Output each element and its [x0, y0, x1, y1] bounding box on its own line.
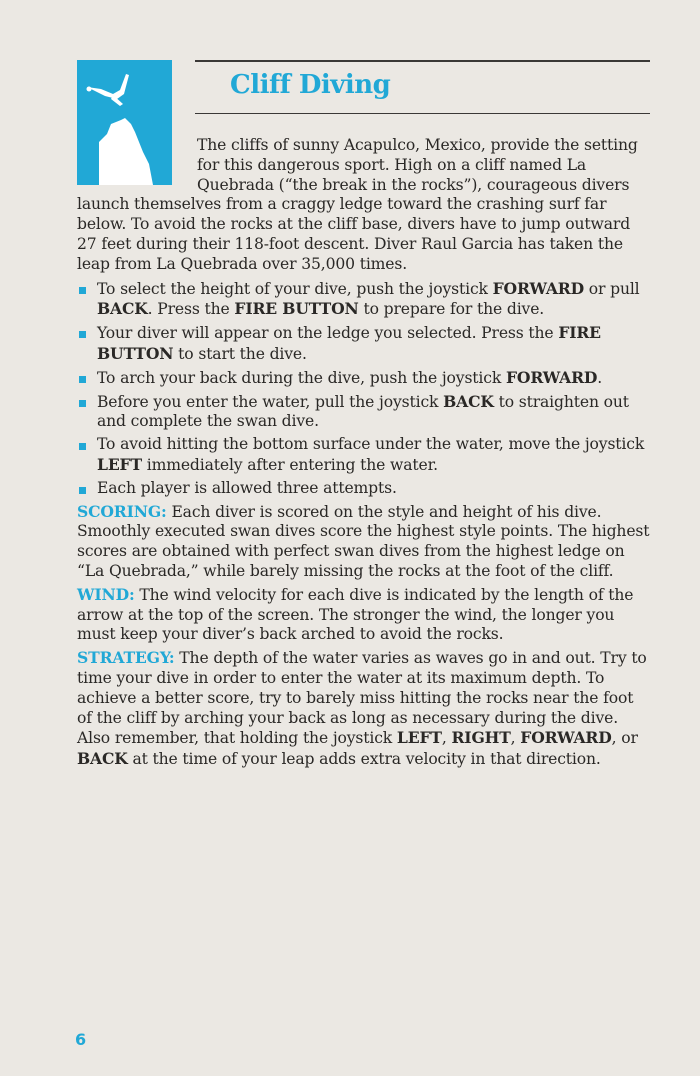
body-text	[77, 136, 652, 772]
wind-paragraph: WIND: The wind velocity for each dive is indicated by the length of the arrow at the top of the screen. The stronger the wind, the longer you must keep your diver’s back arched to avoid the rocks.	[77, 584, 634, 644]
header-rule-top	[195, 60, 650, 62]
intro-paragraph: The cliffs of sunny Acapulco, Mexico, provide the setting for this dangerous sport. High on a cliff named La Quebrada (“the break in the rocks”), courageous divers launch themselves from a craggy ledge toward the crashing surf far below. To avoid the rocks at the cliff base, divers have to jump outward 27 feet during their 118-foot descent. Diver Raul Garcia has taken the leap from La Quebrada over 35,000 times.	[77, 136, 638, 273]
list-item: Before you enter the water, pull the joystick BACK to straighten out and complete the swan dive.	[77, 392, 652, 433]
bullet-square-icon	[79, 376, 86, 383]
list-item: To avoid hitting the bottom surface under the water, move the joystick LEFT immediately after entering the water.	[77, 435, 652, 476]
list-item: To select the height of your dive, push the joystick FORWARD or pull BACK. Press the FIRE BUTTON to prepare for the dive.	[77, 279, 652, 321]
scoring-label: SCORING:	[77, 501, 167, 521]
list-item: Each player is allowed three attempts.	[77, 479, 652, 499]
wind-label: WIND:	[77, 584, 135, 604]
page-number: 6	[75, 1030, 87, 1049]
header-rule-bottom	[195, 113, 650, 114]
bullet-square-icon	[79, 331, 86, 338]
list-item: To arch your back during the dive, push the joystick FORWARD.	[77, 368, 652, 389]
bullet-square-icon	[79, 443, 86, 450]
strategy-paragraph: STRATEGY: The depth of the water varies as waves go in and out. Try to time your dive in order to enter the water at its maximum depth. To achieve a better score, try to barely miss hitting the rocks near the foot of the cliff by arching your back as long as necessary during the dive. Also remember, that holding the joystick LEFT, RIGHT, FORWARD, or BACK at the time of your leap adds extra velocity in that direction.	[77, 648, 647, 769]
page-title: Cliff Diving	[230, 70, 391, 100]
bullet-square-icon	[79, 400, 86, 407]
strategy-label: STRATEGY:	[77, 648, 175, 668]
bullet-square-icon	[79, 487, 86, 494]
list-item: Your diver will appear on the ledge you selected. Press the FIRE BUTTON to start the dive.	[77, 323, 652, 365]
instruction-list	[77, 279, 652, 499]
scoring-paragraph: SCORING: Each diver is scored on the style and height of his dive. Smoothly executed swan dives score the highest style points. The highest scores are obtained with perfect swan dives from the highest ledge on “La Quebrada,” while barely missing the rocks at the foot of the cliff.	[77, 501, 650, 580]
bullet-square-icon	[79, 287, 86, 294]
